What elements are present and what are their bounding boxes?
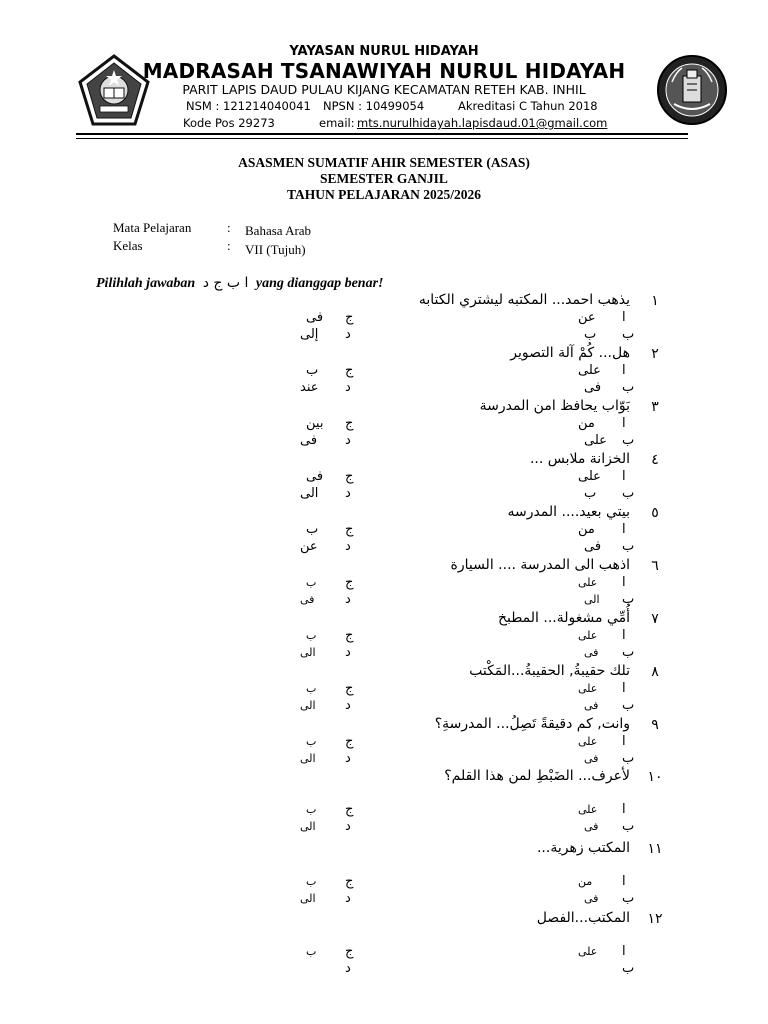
- option-value-b[interactable]: فى: [584, 752, 599, 765]
- option-letter-c: ج: [345, 363, 354, 378]
- option-letter-b: ب: [622, 698, 635, 713]
- option-value-a[interactable]: على: [578, 469, 601, 484]
- option-value-d[interactable]: الى: [300, 820, 316, 833]
- option-letter-c: ج: [345, 734, 354, 749]
- question-text: وانت, كم دقيقةً تَصِلُ... المدرسةِ؟: [434, 716, 630, 732]
- option-letter-d: د: [345, 486, 351, 501]
- option-letter-c: ج: [345, 944, 354, 959]
- option-value-d[interactable]: إلى: [300, 327, 319, 342]
- foundation-name: YAYASAN NURUL HIDAYAH: [289, 44, 479, 59]
- instruction-suffix: yang dianggap benar!: [255, 276, 384, 291]
- option-value-a[interactable]: عن: [578, 310, 596, 325]
- postal-code: Kode Pos 29273: [183, 116, 275, 130]
- option-letter-b: ب: [622, 539, 635, 554]
- question-number: ١٠: [647, 769, 663, 785]
- question-text: بَوّاب يحافظ امن المدرسة: [479, 398, 630, 414]
- option-value-a[interactable]: على: [578, 803, 598, 816]
- option-letter-a: ا: [622, 310, 626, 325]
- option-letter-b: ب: [622, 433, 635, 448]
- option-value-b[interactable]: فى: [584, 539, 602, 554]
- option-value-c[interactable]: ب: [306, 629, 317, 642]
- instruction-letters: ا ب ج د: [202, 275, 249, 291]
- option-value-a[interactable]: على: [578, 576, 598, 589]
- question-number: ٦: [651, 558, 659, 574]
- option-value-d[interactable]: فى: [300, 433, 318, 448]
- option-letter-b: ب: [622, 327, 635, 342]
- option-letter-d: د: [345, 819, 351, 834]
- option-letter-c: ج: [345, 874, 354, 889]
- option-letter-b: ب: [622, 751, 635, 766]
- email-link[interactable]: mts.nurulhidayah.lapisdaud.01@gmail.com: [357, 116, 608, 130]
- option-letter-b: ب: [622, 486, 635, 501]
- option-letter-c: ج: [345, 628, 354, 643]
- question-text: تلك حقيبةُ, الحقيبةُ...المَكْتب: [469, 663, 630, 679]
- option-value-c[interactable]: بين: [306, 416, 324, 431]
- option-letter-b: ب: [622, 645, 635, 660]
- option-letter-b: ب: [622, 891, 635, 906]
- option-value-a[interactable]: على: [578, 363, 601, 378]
- exam-year: TAHUN PELAJARAN 2025/2026: [286, 187, 481, 202]
- option-value-c[interactable]: فى: [306, 310, 324, 325]
- option-value-a[interactable]: من: [578, 416, 595, 431]
- option-letter-c: ج: [345, 469, 354, 484]
- school-name: MADRASAH TSANAWIYAH NURUL HIDAYAH: [142, 59, 626, 83]
- option-value-c[interactable]: ب: [306, 522, 319, 537]
- option-letter-b: ب: [622, 819, 635, 834]
- option-letter-d: د: [345, 433, 351, 448]
- question-text: لأعرف... الضَبْطِ لمن هذا القلم؟: [444, 768, 630, 784]
- option-value-a[interactable]: على: [578, 629, 598, 642]
- option-letter-c: ج: [345, 802, 354, 817]
- instruction: [96, 275, 383, 292]
- option-value-c[interactable]: ب: [306, 803, 317, 816]
- exam-title: ASASMEN SUMATIF AHIR SEMESTER (ASAS): [238, 155, 530, 170]
- option-letter-c: ج: [345, 681, 354, 696]
- subject-label: Mata Pelajaran: [113, 220, 192, 235]
- option-letter-d: د: [345, 645, 351, 660]
- option-value-d[interactable]: عن: [300, 539, 318, 554]
- npsn-text: NPSN : 10499054: [323, 99, 425, 113]
- question-text: أُمِّي مشغولة... المطبخ: [497, 610, 630, 626]
- option-letter-a: ا: [622, 575, 626, 590]
- question-text: بيتي بعيد.... المدرسه: [507, 504, 630, 520]
- letterhead-rule-thick: [76, 133, 688, 135]
- option-value-d[interactable]: الى: [300, 752, 316, 765]
- option-letter-a: ا: [622, 628, 626, 643]
- option-letter-c: ج: [345, 416, 354, 431]
- option-letter-a: ا: [622, 363, 626, 378]
- option-letter-a: ا: [622, 944, 626, 959]
- option-value-b[interactable]: الى: [584, 593, 600, 606]
- question-text: المكتب...الفصل: [536, 910, 630, 926]
- option-value-c[interactable]: ب: [306, 363, 319, 378]
- letterhead-rule-thin: [76, 138, 688, 139]
- option-value-b[interactable]: ب: [584, 486, 597, 501]
- option-letter-a: ا: [622, 681, 626, 696]
- option-value-b[interactable]: على: [584, 433, 607, 448]
- question-number: ١: [651, 293, 659, 309]
- option-value-d[interactable]: الى: [300, 486, 319, 501]
- question-number: ١١: [647, 841, 663, 857]
- question-text: الخزانة ملابس ...: [529, 451, 630, 467]
- question-number: ٥: [651, 505, 659, 521]
- option-value-b[interactable]: فى: [584, 892, 599, 905]
- option-letter-a: ا: [622, 522, 626, 537]
- question-number: ٨: [651, 664, 659, 680]
- option-letter-d: د: [345, 327, 351, 342]
- option-letter-a: ا: [622, 874, 626, 889]
- school-address: PARIT LAPIS DAUD PULAU KIJANG KECAMATAN RETEH KAB. INHIL: [182, 82, 586, 97]
- option-value-c[interactable]: ب: [306, 735, 317, 748]
- option-letter-a: ا: [622, 734, 626, 749]
- option-value-d[interactable]: فى: [300, 593, 315, 606]
- option-letter-d: د: [345, 380, 351, 395]
- question-number: ٧: [651, 611, 659, 627]
- class-value: VII (Tujuh): [245, 242, 306, 257]
- option-value-c[interactable]: فى: [306, 469, 324, 484]
- option-value-b[interactable]: فى: [584, 820, 599, 833]
- class-separator: :: [227, 238, 231, 253]
- option-value-a[interactable]: على: [578, 682, 598, 695]
- option-value-a[interactable]: من: [578, 875, 593, 888]
- subject-separator: :: [227, 220, 231, 235]
- question-text: المكتب زهرية...: [536, 840, 630, 856]
- option-value-a[interactable]: على: [578, 945, 598, 958]
- question-number: ٤: [651, 452, 659, 468]
- option-letter-b: ب: [622, 380, 635, 395]
- option-letter-a: ا: [622, 469, 626, 484]
- instruction-prefix: Pilihlah jawaban: [96, 276, 196, 291]
- option-value-d[interactable]: الى: [300, 892, 316, 905]
- option-letter-c: ج: [345, 522, 354, 537]
- option-letter-d: د: [345, 961, 351, 976]
- option-letter-d: د: [345, 539, 351, 554]
- option-letter-d: د: [345, 891, 351, 906]
- question-text: هل... كُمْ آلة التصوير: [510, 345, 630, 361]
- option-value-d[interactable]: عند: [300, 380, 319, 395]
- option-letter-b: ب: [622, 592, 635, 607]
- option-value-d[interactable]: الى: [300, 699, 316, 712]
- email-label: email:: [319, 116, 355, 130]
- option-value-c[interactable]: ب: [306, 576, 317, 589]
- question-number: ٣: [651, 399, 659, 415]
- option-value-b[interactable]: فى: [584, 380, 602, 395]
- option-value-c[interactable]: ب: [306, 875, 317, 888]
- option-letter-d: د: [345, 592, 351, 607]
- option-letter-d: د: [345, 751, 351, 766]
- option-letter-a: ا: [622, 416, 626, 431]
- option-letter-c: ج: [345, 310, 354, 325]
- option-value-b[interactable]: فى: [584, 699, 599, 712]
- option-letter-c: ج: [345, 575, 354, 590]
- option-value-d[interactable]: الى: [300, 646, 316, 659]
- question-number: ٩: [651, 717, 659, 733]
- option-value-b[interactable]: فى: [584, 646, 599, 659]
- question-number: ٢: [651, 346, 659, 362]
- accreditation-text: Akreditasi C Tahun 2018: [458, 99, 598, 113]
- option-value-a[interactable]: من: [578, 522, 595, 537]
- question-number: ١٢: [647, 911, 663, 927]
- subject-value: Bahasa Arab: [245, 223, 312, 238]
- question-text: اذهب الى المدرسة .... السيارة: [450, 557, 630, 573]
- option-value-b[interactable]: ب: [584, 327, 597, 342]
- option-letter-a: ا: [622, 802, 626, 817]
- class-label: Kelas: [113, 238, 143, 253]
- option-letter-d: د: [345, 698, 351, 713]
- option-value-c[interactable]: ب: [306, 682, 317, 695]
- option-value-c[interactable]: ب: [306, 945, 317, 958]
- question-text: يذهب احمد... المكتبه ليشتري الكتابه: [418, 292, 630, 308]
- nsm-text: NSM : 121214040041: [186, 99, 311, 113]
- option-letter-b: ب: [622, 961, 635, 976]
- exam-semester: SEMESTER GANJIL: [320, 171, 448, 186]
- option-value-a[interactable]: على: [578, 735, 598, 748]
